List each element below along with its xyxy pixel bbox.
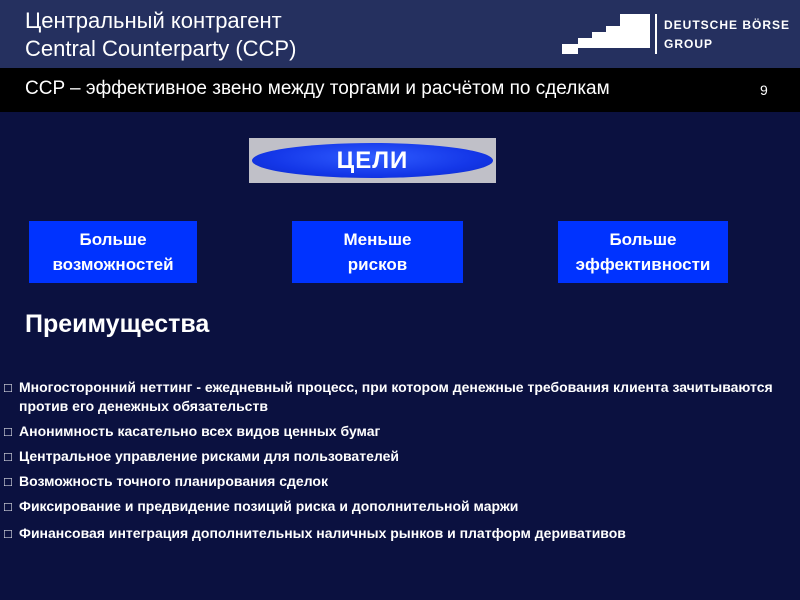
goals-ellipse: [252, 143, 493, 178]
check-box-icon: □: [4, 474, 12, 489]
check-box-icon: □: [4, 380, 12, 395]
list-item: [4, 524, 796, 543]
deutsche-boerse-logo-icon: [562, 14, 650, 54]
header: [0, 0, 800, 68]
list-item-text: Анонимность касательно всех видов ценных бумаг: [19, 423, 381, 439]
list-item: [4, 497, 796, 516]
list-item: [4, 378, 796, 416]
subheader-bar: [0, 68, 800, 112]
logo-text-line2: GROUP: [664, 37, 714, 51]
check-box-icon: □: [4, 526, 12, 541]
goal-box-more-efficiency: [558, 221, 728, 283]
goals-label: ЦЕЛИ: [336, 146, 409, 174]
page-number: 9: [760, 82, 768, 98]
check-box-icon: □: [4, 424, 12, 439]
list-item-text: Центральное управление рисками для пользователей: [19, 448, 399, 464]
logo-divider: [655, 14, 657, 54]
list-item-text: Возможность точного планирования сделок: [19, 473, 328, 489]
list-item-text: Фиксирование и предвидение позиций риска и дополнительной маржи: [19, 498, 519, 514]
goals-header-box: [249, 138, 496, 183]
list-item-text: Финансовая интеграция дополнительных наличных рынков и платформ деривативов: [19, 525, 626, 541]
slide-title-english: Central Counterparty (CCP): [25, 36, 297, 61]
goal-box-fewer-risks: [292, 221, 463, 283]
goal-label: Больше возможностей: [52, 230, 174, 274]
check-box-icon: □: [4, 449, 12, 464]
slide-title: Центральный контрагент: [25, 8, 282, 33]
goal-label: Меньше рисков: [343, 230, 412, 274]
list-item-text: Многосторонний неттинг - ежедневный процесс, при котором денежные требования клиента зачитываются против его денежных обязательств: [19, 379, 773, 414]
logo-text-line1: DEUTSCHE BÖRSE: [664, 18, 791, 32]
benefits-title: Преимущества: [25, 310, 210, 338]
list-item: [4, 447, 796, 466]
goal-label: Больше эффективности: [575, 230, 711, 274]
list-item: [4, 422, 796, 441]
goal-box-more-opportunities: [29, 221, 197, 283]
list-item: [4, 472, 796, 491]
benefits-list: [4, 378, 796, 549]
check-box-icon: □: [4, 499, 12, 514]
slide-subtitle: CCP – эффективное звено между торгами и расчётом по сделкам: [25, 78, 610, 99]
